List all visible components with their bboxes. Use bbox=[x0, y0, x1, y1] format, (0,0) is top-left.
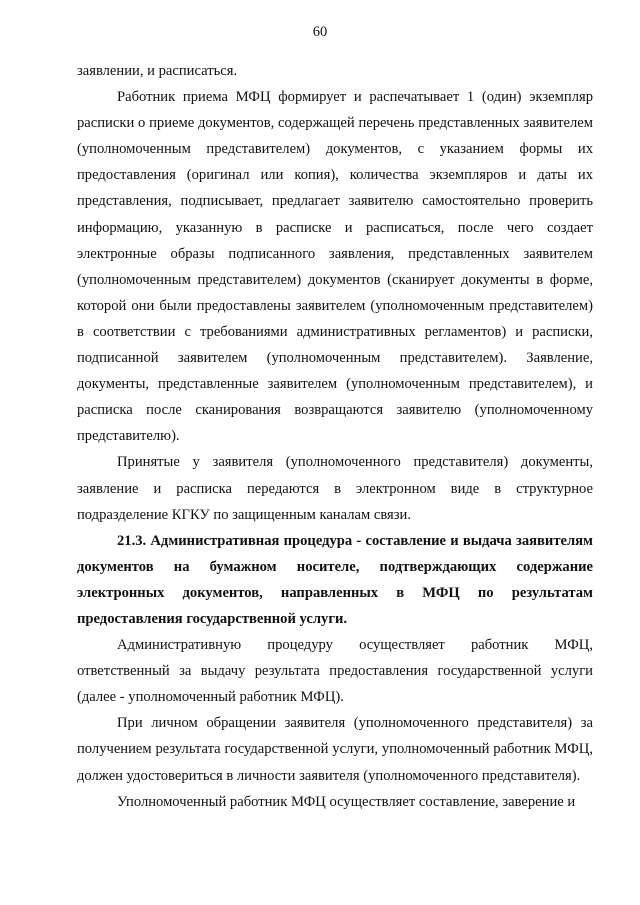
paragraph-documents-transfer: Принятые у заявителя (уполномоченного представителя) документы, заявление и расписка передаются в электронном виде в структурное подразделение КГКУ по защищенным каналам связи. bbox=[77, 454, 593, 523]
paragraph-continuation: заявлении, и расписаться. bbox=[77, 63, 238, 79]
paragraph-identity-check: При личном обращении заявителя (уполномоченного представителя) за получением результата государственной услуги, уполномоченный работник МФЦ, должен удостовериться в личности заявителя (уполномоченного представителя). bbox=[77, 715, 593, 784]
paragraph-certification-start: Уполномоченный работник МФЦ осуществляет составление, заверение и bbox=[117, 793, 576, 810]
document-body bbox=[77, 58, 593, 815]
paragraph-procedure-performer: Административную процедуру осуществляет работник МФЦ, ответственный за выдачу результата предоставления государственной услуги (далее - уполномоченный работник МФЦ). bbox=[77, 637, 593, 706]
paragraph-receipt-formation: Работник приема МФЦ формирует и распечатывает 1 (один) экземпляр расписки о приеме документов, содержащей перечень представленных заявителем (уполномоченным представителем) документов, с указанием формы их предоставления (оригинал или копия), количества экземпляров и даты их представления, подписывает, предлагает заявителю самостоятельно проверить информацию, указанную в расписке и расписаться, после чего создает электронные образы подписанного заявления, представленных заявителем (уполномоченным представителем) документов (сканирует документы в форме, которой они были предоставлены заявителем (уполномоченным представителем) в соответствии с требованиями административных регламентов) и расписки, подписанной заявителем (уполномоченным представителем). Заявление, документы, представленные заявителем (уполномоченным представителем), и расписка после сканирования возвращаются заявителю (уполномоченному представителю). bbox=[77, 89, 593, 445]
section-heading-21-3: 21.3. Административная процедура - составление и выдача заявителям документов на бумажном носителе, подтверждающих содержание электронных документов, направленных в МФЦ по результатам предоставления государственной услуги. bbox=[77, 532, 593, 627]
page-number: 60 bbox=[312, 24, 328, 40]
